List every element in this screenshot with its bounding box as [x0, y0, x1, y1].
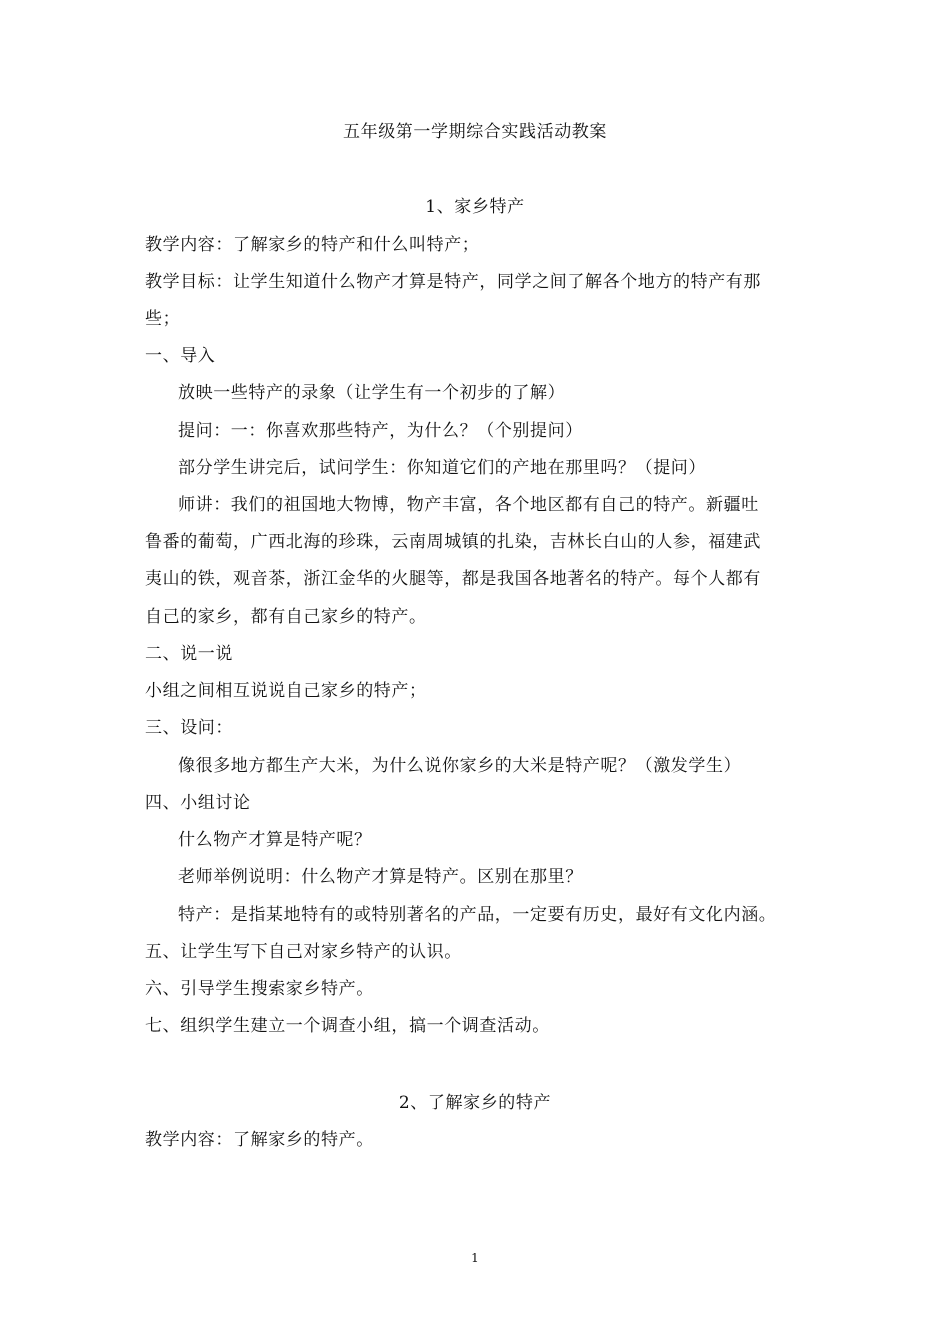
section-1-paragraph-4-line1: 师讲：我们的祖国地大物博，物产丰富，各个地区都有自己的特产。新疆吐	[178, 495, 759, 515]
section-7: 七、组织学生建立一个调查小组，搞一个调查活动。	[145, 1016, 550, 1036]
section-3-paragraph-1: 像很多地方都生产大米，为什么说你家乡的大米是特产呢？（激发学生）	[178, 756, 742, 776]
section-1-paragraph-4-line4: 自己的家乡，都有自己家乡的特产。	[145, 607, 427, 627]
section-1-paragraph-4-line3: 夷山的铁，观音茶，浙江金华的火腿等，都是我国各地著名的特产。每个人都有	[145, 569, 761, 589]
page-number: 1	[471, 1251, 479, 1265]
section-4-paragraph-3: 特产：是指某地特有的或特别著名的产品，一定要有历史，最好有文化内涵。	[178, 905, 777, 925]
lesson1-content: 教学内容：了解家乡的特产和什么叫特产；	[145, 235, 480, 255]
document-title: 五年级第一学期综合实践活动教案	[343, 122, 607, 142]
section-1-paragraph-1: 放映一些特产的录象（让学生有一个初步的了解）	[178, 383, 566, 403]
section-6: 六、引导学生搜索家乡特产。	[145, 979, 374, 999]
section-5: 五、让学生写下自己对家乡特产的认识。	[145, 942, 462, 962]
section-4-title: 四、小组讨论	[145, 793, 251, 813]
section-1-paragraph-3: 部分学生讲完后，试问学生：你知道它们的产地在那里吗？（提问）	[178, 458, 706, 478]
lesson2-heading: 2、了解家乡的特产	[398, 1093, 552, 1113]
lesson2-content: 教学内容：了解家乡的特产。	[145, 1130, 374, 1150]
section-3-title: 三、设问：	[145, 718, 233, 738]
lesson1-goal-line2: 些；	[145, 309, 181, 329]
lesson1-heading: 1、家乡特产	[425, 197, 525, 217]
section-2-title: 二、说一说	[145, 644, 233, 664]
section-1-title: 一、导入	[145, 346, 216, 366]
section-1-paragraph-2: 提问：一：你喜欢那些特产，为什么？（个别提问）	[178, 421, 583, 441]
section-1-paragraph-4-line2: 鲁番的葡萄，广西北海的珍珠，云南周城镇的扎染，吉林长白山的人参，福建武	[145, 532, 761, 552]
section-2-paragraph-1: 小组之间相互说说自己家乡的特产；	[145, 681, 427, 701]
lesson1-goal-line1: 教学目标：让学生知道什么物产才算是特产，同学之间了解各个地方的特产有那	[145, 272, 761, 292]
section-4-paragraph-2: 老师举例说明：什么物产才算是特产。区别在那里？	[178, 867, 583, 887]
section-4-paragraph-1: 什么物产才算是特产呢？	[178, 830, 372, 850]
